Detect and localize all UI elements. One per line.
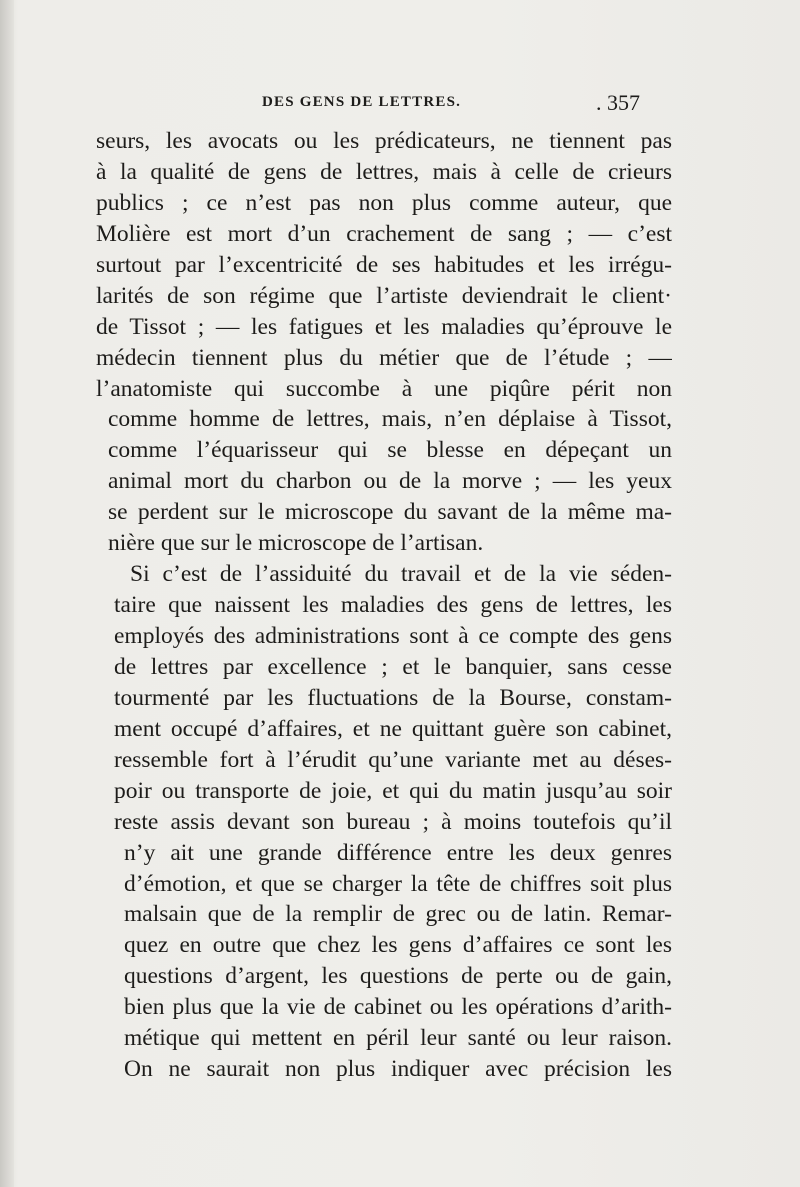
text-line: seurs, les avocats ou les prédicateurs, ne tiennent pas bbox=[96, 128, 672, 154]
running-title: DES GENS DE LETTRES. bbox=[262, 94, 462, 110]
paragraph-start-line: Si c’est de l’assiduité du travail et de la vie séden- bbox=[130, 561, 672, 588]
text-line: l’anatomiste qui succombe à une piqûre périt non bbox=[96, 375, 672, 402]
text-line: larités de son régime que l’artiste deviendrait le client· bbox=[96, 282, 672, 309]
page-gutter bbox=[0, 0, 14, 1187]
text-line: se perdent sur le microscope du savant de la même ma- bbox=[108, 499, 672, 526]
text-line: reste assis devant son bureau ; à moins toutefois qu’il bbox=[114, 808, 672, 835]
text-line: employés des administrations sont à ce compte des gens bbox=[114, 623, 672, 649]
text-line: publics ; ce n’est pas non plus comme auteur, que bbox=[96, 189, 672, 216]
text-line: bien plus que la vie de cabinet ou les opérations d’arith- bbox=[124, 994, 672, 1021]
text-line: surtout par l’excentricité de ses habitudes et les irrégu- bbox=[96, 251, 672, 278]
text-line: de lettres par excellence ; et le banquier, sans cesse bbox=[114, 653, 672, 680]
text-line: poir ou transporte de joie, et qui du matin jusqu’au soir bbox=[114, 777, 672, 804]
text-line: taire que naissent les maladies des gens de lettres, les bbox=[114, 592, 672, 619]
text-line: questions d’argent, les questions de perte ou de gain, bbox=[124, 963, 672, 990]
text-line: métique qui mettent en péril leur santé ou leur raison. bbox=[124, 1025, 672, 1052]
page-header bbox=[0, 90, 800, 120]
text-line: animal mort du charbon ou de la morve ; — les yeux bbox=[108, 468, 672, 495]
page-number: . 357 bbox=[596, 90, 640, 115]
text-line: malsain que de la remplir de grec ou de latin. Remar- bbox=[124, 901, 672, 928]
text-line: nière que sur le microscope de l’artisan. bbox=[108, 530, 484, 557]
text-line: de Tissot ; — les fatigues et les maladies qu’éprouve le bbox=[96, 313, 672, 340]
text-line: tourmenté par les fluctuations de la Bourse, constam- bbox=[114, 684, 672, 711]
text-line: d’émotion, et que se charger la tête de chiffres soit plus bbox=[124, 870, 672, 897]
body-text bbox=[96, 126, 672, 1085]
text-line: comme homme de lettres, mais, n’en déplaise à Tissot, bbox=[108, 406, 672, 433]
text-line: On ne saurait non plus indiquer avec précision les bbox=[124, 1056, 672, 1083]
text-line: comme l’équarisseur qui se blesse en dépeçant un bbox=[108, 437, 672, 464]
text-line: n’y ait une grande différence entre les deux genres bbox=[124, 839, 672, 866]
text-line: Molière est mort d’un crachement de sang ; — c’est bbox=[96, 220, 672, 247]
text-line: médecin tiennent plus du métier que de l’étude ; — bbox=[96, 344, 672, 371]
text-line: à la qualité de gens de lettres, mais à celle de crieurs bbox=[96, 158, 672, 185]
text-line: ressemble fort à l’érudit qu’une variante met au déses- bbox=[114, 746, 672, 773]
text-line: ment occupé d’affaires, et ne quittant guère son cabinet, bbox=[114, 715, 672, 742]
text-line: quez en outre que chez les gens d’affaires ce sont les bbox=[124, 932, 672, 959]
